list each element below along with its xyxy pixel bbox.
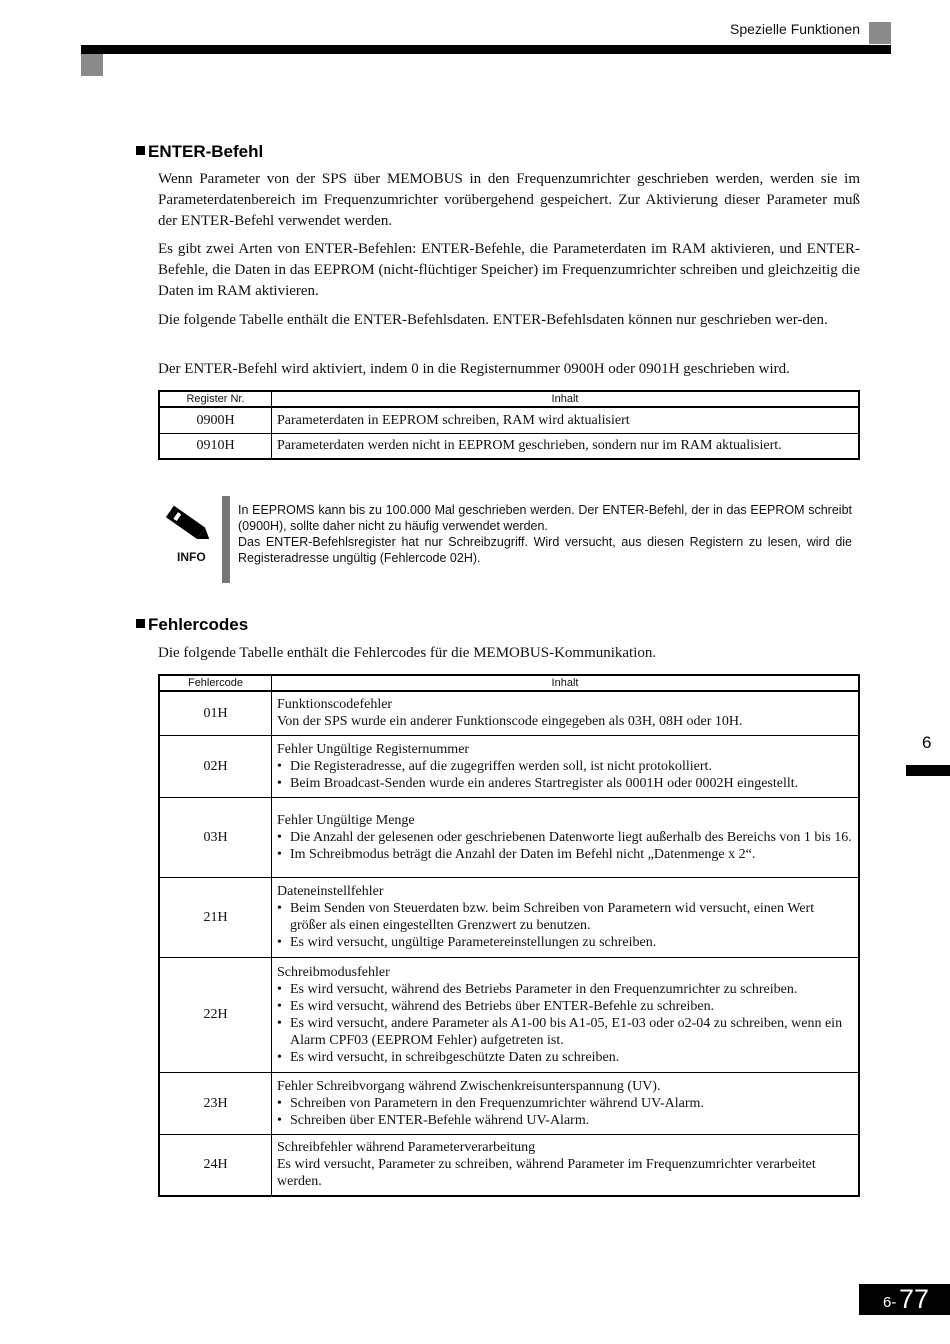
col-content-header: Inhalt xyxy=(272,675,860,691)
chapter-tab-number: 6 xyxy=(922,733,932,752)
errors-heading-text: Fehlercodes xyxy=(148,615,249,634)
enter-paragraph-1: Wenn Parameter von der SPS über MEMOBUS in den Frequenzumrichter geschrieben werden, werden sie im Parameterdatenbereich im Frequenzumrichter vorübergehend gespeichert. Zur Aktivierung dieser Parameter muß der ENTER-Befehl verwendet werden. xyxy=(158,171,860,229)
table-header-row xyxy=(159,391,859,407)
error-bullet: • Beim Senden von Steuerdaten bzw. beim Schreiben von Parametern wid versucht, einen Wert größer als einen eingestellten Grenzwert zu benutzen. xyxy=(277,900,853,934)
errors-heading xyxy=(136,615,248,635)
square-bullet-icon xyxy=(136,619,145,628)
error-title: Schreibfehler während Parameterverarbeitung xyxy=(277,1140,536,1156)
header-section-title: Spezielle Funktionen xyxy=(730,21,860,37)
content-cell: Parameterdaten werden nicht in EEPROM geschrieben, sondern nur im RAM aktualisiert. xyxy=(272,433,860,459)
error-title: Dateneinstellfehler xyxy=(277,884,384,899)
enter-table xyxy=(158,390,860,460)
table-header-row xyxy=(159,675,859,691)
pencil-icon xyxy=(163,503,215,549)
table-row xyxy=(159,407,859,433)
table-row xyxy=(159,877,859,957)
error-content-cell xyxy=(272,877,860,957)
error-title: Schreibmodusfehler xyxy=(277,964,390,980)
info-bar xyxy=(222,496,230,583)
page-number-box xyxy=(859,1284,950,1315)
error-content-cell xyxy=(272,797,860,877)
error-bullet: • Beim Broadcast-Senden wurde ein anderes Startregister als 0001H oder 0002H eingestellt. xyxy=(277,775,853,792)
error-bullet: • Es wird versucht, andere Parameter als A1-00 bis A1-05, E1-03 oder o2-04 zu schreiben, wenn ein Alarm CPF03 (EEPROM Fehler) aufgetreten ist. xyxy=(277,1015,853,1049)
error-bullet: • Es wird versucht, ungültige Parametereinstellungen zu schreiben. xyxy=(277,934,853,951)
error-content-cell xyxy=(272,1072,860,1134)
error-title: Funktionscodefehler xyxy=(277,697,393,713)
error-code-cell: 21H xyxy=(159,877,272,957)
col-code-header: Fehlercode xyxy=(159,675,272,691)
page-chapter-prefix: 6- xyxy=(883,1294,897,1311)
error-content-cell xyxy=(272,957,860,1072)
enter-heading xyxy=(136,142,263,162)
col-content-header: Inhalt xyxy=(272,391,860,407)
error-bullet: • Die Anzahl der gelesenen oder geschriebenen Datenworte liegt außerhalb des Bereichs von 1 bis 16. xyxy=(277,829,853,846)
info-label: INFO xyxy=(177,550,206,564)
error-title: Fehler Schreibvorgang während Zwischenkreisunterspannung (UV). xyxy=(277,1078,661,1094)
error-bullet: • Die Registeradresse, auf die zugegriffen werden soll, ist nicht protokolliert. xyxy=(277,758,853,775)
table-row xyxy=(159,691,859,735)
table-row xyxy=(159,433,859,459)
table-row xyxy=(159,797,859,877)
error-text: Es wird versucht, Parameter zu schreiben, während Parameter im Frequenzumrichter verarbeitet werden. xyxy=(277,1157,816,1190)
error-title: Fehler Ungültige Registernummer xyxy=(277,741,470,757)
table-row xyxy=(159,1134,859,1196)
error-content-cell xyxy=(272,735,860,797)
error-bullet: • Es wird versucht, während des Betriebs Parameter in den Frequenzumrichter zu schreiben. xyxy=(277,981,853,998)
error-code-cell: 24H xyxy=(159,1134,272,1196)
enter-paragraph-2: Es gibt zwei Arten von ENTER-Befehlen: ENTER-Befehle, die Parameterdaten im RAM aktivieren, und ENTER-Befehle, die Daten in das EEPROM (nicht-flüchtiger Speicher) im Frequenzumrichter schreiben und gleichzeitig die Daten im RAM aktivieren. xyxy=(158,241,860,299)
square-bullet-icon xyxy=(136,146,145,155)
error-code-cell: 03H xyxy=(159,797,272,877)
error-code-cell: 22H xyxy=(159,957,272,1072)
info-text xyxy=(238,502,852,566)
error-content-cell xyxy=(272,691,860,735)
enter-paragraph-3: Die folgende Tabelle enthält die ENTER-Befehlsdaten. ENTER-Befehlsdaten können nur geschrieben wer-den. xyxy=(158,312,828,328)
errors-table xyxy=(158,674,860,1197)
table-row xyxy=(159,957,859,1072)
error-bullet: • Im Schreibmodus beträgt die Anzahl der Daten im Befehl nicht „Datenmenge x 2“. xyxy=(277,846,853,863)
enter-paragraph-4: Der ENTER-Befehl wird aktiviert, indem 0 in die Registernummer 0900H oder 0901H geschrieben wird. xyxy=(158,361,790,377)
error-bullet: • Es wird versucht, während des Betriebs über ENTER-Befehle zu schreiben. xyxy=(277,998,853,1015)
info-line-1: In EEPROMS kann bis zu 100.000 Mal geschrieben werden. Der ENTER-Befehl, der in das EEPROM schreibt (0900H), sollte daher nicht zu häufig verwendet werden. xyxy=(238,503,852,533)
chapter-tab-bar xyxy=(906,765,950,776)
info-line-2: Das ENTER-Befehlsregister hat nur Schreibzugriff. Wird versucht, aus diesen Registern zu lesen, wird die Registeradresse ungültig (Fehlercode 02H). xyxy=(238,535,852,565)
error-code-cell: 23H xyxy=(159,1072,272,1134)
error-title: Fehler Ungültige Menge xyxy=(277,812,415,828)
enter-heading-text: ENTER-Befehl xyxy=(148,142,264,161)
col-register-header: Register Nr. xyxy=(159,391,272,407)
register-cell: 0900H xyxy=(159,407,272,433)
header-rule xyxy=(81,45,891,54)
error-text: Von der SPS wurde ein anderer Funktionscode eingegeben als 03H, 08H oder 10H. xyxy=(277,714,743,730)
table-row xyxy=(159,1072,859,1134)
page-number: 77 xyxy=(899,1284,930,1314)
error-content-cell xyxy=(272,1134,860,1196)
error-code-cell: 01H xyxy=(159,691,272,735)
table-row xyxy=(159,735,859,797)
error-bullet: • Schreiben von Parametern in den Frequenzumrichter während UV-Alarm. xyxy=(277,1095,853,1112)
error-bullet: • Schreiben über ENTER-Befehle während UV-Alarm. xyxy=(277,1112,853,1129)
error-bullet: • Es wird versucht, in schreibgeschützte Daten zu schreiben. xyxy=(277,1049,853,1066)
error-code-cell: 02H xyxy=(159,735,272,797)
content-cell: Parameterdaten in EEPROM schreiben, RAM wird aktualisiert xyxy=(272,407,860,433)
header-marker-right xyxy=(869,22,891,44)
register-cell: 0910H xyxy=(159,433,272,459)
errors-intro: Die folgende Tabelle enthält die Fehlercodes für die MEMOBUS-Kommunikation. xyxy=(158,645,657,661)
header-marker-left xyxy=(81,54,103,76)
